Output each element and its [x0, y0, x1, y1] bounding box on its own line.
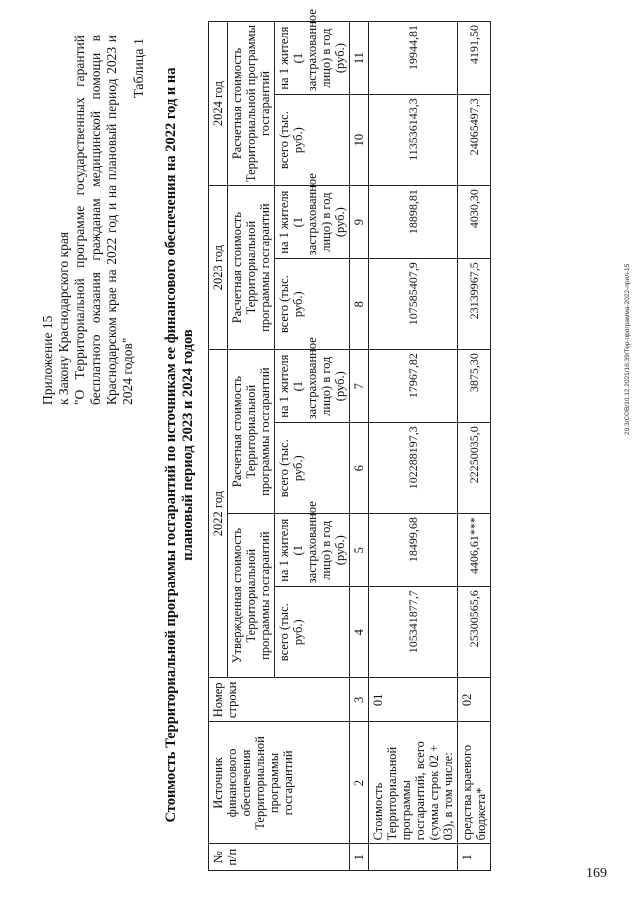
value-cell: 18499,68: [369, 514, 458, 587]
column-number-row: [350, 22, 369, 871]
header-calc-2023: Расчетная стоимость Территориальной программы госгарантий: [228, 186, 275, 350]
column-number: 1: [350, 844, 369, 871]
row-source: средства краевого бюджета*: [458, 722, 491, 844]
value-cell: 17967,82: [369, 350, 458, 423]
row-index: [369, 844, 458, 871]
header-per-capita: на 1 жителя (1 застрахованное лицо) в год (руб.): [275, 22, 350, 95]
value-cell: 22250035,0: [458, 423, 491, 514]
cost-table: [208, 9, 491, 871]
header-total: всего (тыс. руб.): [275, 587, 350, 678]
header-per-capita: на 1 жителя (1 застрахованное лицо) в год (руб.): [275, 350, 350, 423]
value-cell: 4406,61***: [458, 514, 491, 587]
header-year-2022: 2022 год: [209, 350, 228, 678]
appendix-number: Приложение 15: [40, 315, 55, 405]
column-number: 3: [350, 678, 369, 722]
column-number: 9: [350, 186, 369, 259]
header-year-2023: 2023 год: [209, 186, 228, 350]
value-cell: 3875,30: [458, 350, 491, 423]
header-total: всего (тыс. руб.): [275, 95, 350, 186]
column-number: 11: [350, 22, 369, 95]
document-title: Стоимость Территориальной программы госгарантий по источникам ее финансового обеспечения на 2022 год и на плановый период 2023 и 2024 годов: [163, 67, 196, 823]
value-cell: 4030,30: [458, 186, 491, 259]
row-number: 02: [458, 678, 491, 722]
value-cell: 4191,50: [458, 22, 491, 95]
header-per-capita: на 1 жителя (1 застрахованное лицо) в год (руб.): [275, 514, 350, 587]
value-cell: 105341877,7: [369, 587, 458, 678]
table-label: Таблица 1: [132, 38, 147, 98]
row-index: 1: [458, 844, 491, 871]
table-row: [369, 22, 458, 871]
value-cell: 102288197,3: [369, 423, 458, 514]
row-number: 01: [369, 678, 458, 722]
value-cell: 25300565,6: [458, 587, 491, 678]
appendix-law: к Закону Краснодарского края: [56, 231, 71, 405]
column-number: 4: [350, 587, 369, 678]
header-approved-2022: Утвержденная стоимость Территориальной программы госгарантий: [228, 514, 275, 678]
header-calc-2022: Расчетная стоимость Территориальной программы госгарантий: [228, 350, 275, 514]
header-source: Источник финансового обеспечения Территориальной программы госгарантий: [209, 722, 350, 844]
table-header-row-1: [209, 22, 228, 871]
appendix-header: [40, 35, 136, 405]
value-cell: 23139967,5: [458, 259, 491, 350]
table-row: [458, 22, 491, 871]
column-number: 2: [350, 722, 369, 844]
header-year-2024: 2024 год: [209, 22, 228, 186]
column-number: 8: [350, 259, 369, 350]
value-cell: 24065497,3: [458, 95, 491, 186]
column-number: 10: [350, 95, 369, 186]
value-cell: 18898,81: [369, 186, 458, 259]
header-per-capita: на 1 жителя (1 застрахованное лицо) в год (руб.): [275, 186, 350, 259]
column-number: 7: [350, 350, 369, 423]
header-row-number: Номер строки: [209, 678, 350, 722]
appendix-law-title: "О Территориальной программе государственных гарантий бесплатного оказания гражданам медицинской помощи в Краснодарском крае на 2022 год и на плановый период 2023 и 2024 годов": [72, 35, 135, 405]
page-number: 169: [586, 866, 607, 881]
column-number: 5: [350, 514, 369, 587]
value-cell: 19944,81: [369, 22, 458, 95]
row-source: Стоимость Территориальной программы госгарантий, всего (сумма строк 02 + 03), в том числе:: [369, 722, 458, 844]
value-cell: 107585407,9: [369, 259, 458, 350]
column-number: 6: [350, 423, 369, 514]
header-num: № п/п: [209, 844, 350, 871]
document-stamp: 20.3/СОВ/10.12.2021/16:39/Тер-программа-2022-прил-15: [624, 263, 631, 435]
header-total: всего (тыс. руб.): [275, 259, 350, 350]
header-calc-2024: Расчетная стоимость Территориальной программы госгарантий: [228, 22, 275, 186]
header-total: всего (тыс. руб.): [275, 423, 350, 514]
value-cell: 113536143,3: [369, 95, 458, 186]
